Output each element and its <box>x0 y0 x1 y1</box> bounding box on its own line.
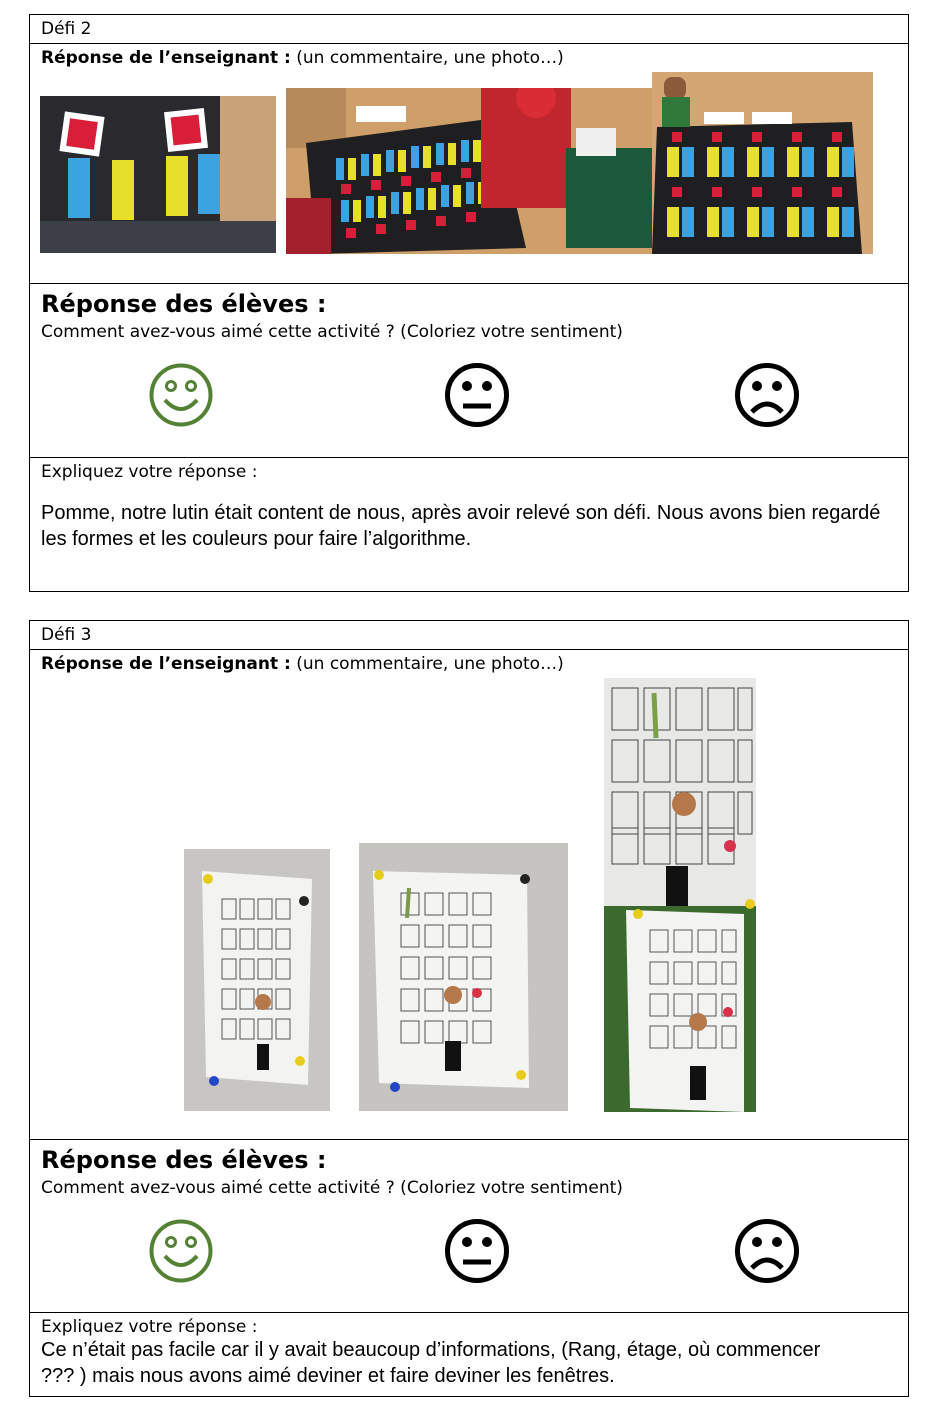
defi3-title: Défi 3 <box>30 621 908 650</box>
defi3-teacher-hint: (un commentaire, une photo…) <box>290 654 564 674</box>
defi2-title: Défi 2 <box>30 15 908 44</box>
defi2-table <box>29 14 909 592</box>
defi3-explain-text: Ce n’était pas facile car il y avait beaucoup d’informations, (Rang, étage, où commencer ??? ) mais nous avons aimé deviner et faire deviner les fenêtres. <box>41 1339 821 1387</box>
defi3-students-cell <box>30 1140 908 1313</box>
defi2-explain-label: Expliquez votre réponse : <box>41 462 258 482</box>
defi3-photo-1 <box>184 849 330 1111</box>
defi2-photo-1 <box>40 96 276 253</box>
happy-face-icon[interactable] <box>148 1218 214 1284</box>
defi2-teacher-hint: (un commentaire, une photo…) <box>290 48 564 68</box>
defi3-students-heading: Réponse des élèves : <box>41 1146 327 1174</box>
defi2-students-heading: Réponse des élèves : <box>41 290 327 318</box>
defi3-teacher-label: Réponse de l’enseignant : <box>41 654 291 674</box>
defi2-question: Comment avez-vous aimé cette activité ? (Coloriez votre sentiment) <box>41 322 623 342</box>
defi3-photo-2 <box>359 843 568 1111</box>
defi2-teacher-cell <box>30 44 908 284</box>
happy-face-icon[interactable] <box>148 362 214 428</box>
defi2-explain-text: Pomme, notre lutin était content de nous, après avoir relevé son défi. Nous avons bien regardé les formes et les couleurs pour faire l’algorithme. <box>41 502 881 550</box>
defi3-question: Comment avez-vous aimé cette activité ? (Coloriez votre sentiment) <box>41 1178 623 1198</box>
sad-face-icon[interactable] <box>734 1218 800 1284</box>
defi3-table <box>29 620 909 1397</box>
neutral-face-icon[interactable] <box>444 1218 510 1284</box>
defi3-explain-cell <box>30 1313 908 1396</box>
defi3-photo-3 <box>604 678 756 1112</box>
defi2-students-cell <box>30 284 908 458</box>
defi2-photo-3 <box>652 72 873 254</box>
sad-face-icon[interactable] <box>734 362 800 428</box>
defi2-teacher-label: Réponse de l’enseignant : <box>41 48 291 68</box>
defi3-teacher-cell <box>30 650 908 1140</box>
neutral-face-icon[interactable] <box>444 362 510 428</box>
defi2-explain-cell <box>30 458 908 591</box>
defi2-photo-2 <box>286 88 652 254</box>
defi3-explain-label: Expliquez votre réponse : <box>41 1317 258 1337</box>
